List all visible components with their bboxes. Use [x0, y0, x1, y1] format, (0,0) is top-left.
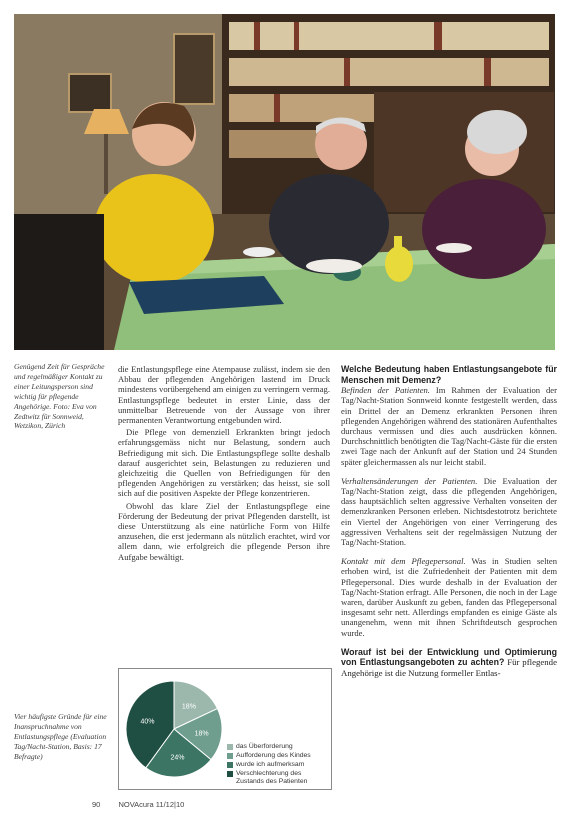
lead-in: Kontakt mit dem Pflegepersonal. — [341, 556, 466, 567]
legend-swatch — [227, 753, 233, 759]
lead-in: Verhaltensänderungen der Patienten. — [341, 475, 478, 486]
legend-label: Verschlechterung des Zustands des Patienten — [236, 770, 308, 785]
photo-caption: Genügend Zeit für Gespräche und regelmäßiger Kontakt zu einer Leitungsperson sind wichtig für pflegende Angehörige. Foto: Eva von Zedtwitz für Sonnweid, Wetzikon, Zürich — [14, 362, 105, 431]
journal-name: NOVAcura 11/12|10 — [118, 800, 185, 809]
legend-swatch — [227, 744, 233, 750]
paragraph: Die Pflege von demenziell Erkrankten bringt jedoch erfahrungsgemäss nicht nur Belastung, sondern auch Befriedigung mit sich. Die Entlastungspflege sollte deshalb darauf ausgerichtet sein, Belastungen zu reduzieren und gleichzeitig die Quellen von Befriedigungen für den pflegenden Angehörigen zu verstärken; das heisst, sie soll sich auf die positiven Aspekte der Pflege konzentrieren. — [118, 427, 330, 499]
paragraph: Verhaltensänderungen der Patienten. Die Evaluation der Tag/Nacht-Station zeigt, dass die pflegenden Angehörigen, dass hauptsächlich selten aggressive Verhalten vonseiten der demenzkranken Personen erleben. Nichtsdestotrotz berichtete ein Viertel der Angehörigen von einer Verringerung des aggressiven Verhaltens seit der regelmässigen Nutzung der Tag/Nacht-Station. — [341, 475, 557, 548]
paragraph: Obwohl das klare Ziel der Entlastungspflege eine Förderung der Bedeutung der privat Pflegenden darstellt, ist diese Unterstützung als eine natürliche Form von Hilfe anzusehen, die erst jedermann als nützlich erachtet, wird vor allem dann, wie erfolgreich die pflegende Person ihre Aufgabe bewältigt. — [118, 500, 330, 562]
lead-in: Befinden der Patienten. — [341, 385, 430, 396]
legend-swatch — [227, 762, 233, 768]
paragraph: Befinden der Patienten. Im Rahmen der Evaluation der Tag/Nacht-Station Sonnweid konnte festgestellt werden, dass ein Drittel der an Demenz erkrankten Personen ihren pflegenden Angehörigen während des stationären Aufenthaltes durchaus vermissen und dies auch ausdrücken können. Durchschnittlich benötigten die Tag/Nacht-Gäste für die ersten zwei Tage nach der Ankunft auf der Station und 24 Stunden später gleichermassen als nur leicht stabil. — [341, 385, 557, 467]
page-number: 90 — [92, 800, 101, 809]
slice-data-label: 18% — [194, 730, 209, 738]
pie-chart-box — [118, 668, 332, 790]
paragraph: die Entlastungspflege eine Atempause zulässt, indem sie den Abbau der pflegenden Angehörigen lastend im Druck mindestens vorübergehend am einigen zu verringern vermag. Entlastungspflege bedeutet in erster Linie, dass der unmittelbar Betreuende von der Aussage von ihrer permanenten Verantwortung entgebunden wird. — [118, 364, 330, 426]
article-photo — [14, 14, 555, 350]
text-column-left — [118, 364, 330, 562]
legend-label: das Überforderung — [236, 743, 293, 750]
slice-data-label: 40% — [140, 718, 155, 726]
slice-data-label: 18% — [181, 703, 196, 711]
text-column-right — [341, 364, 557, 679]
legend-swatch — [227, 771, 233, 777]
legend-label: wurde ich aufmerksam — [236, 761, 305, 768]
legend-entry — [227, 770, 331, 786]
legend-entry — [227, 752, 331, 760]
chart-legend — [227, 743, 331, 787]
paragraph: Kontakt mit dem Pflegepersonal. Was in Studien selten erhoben wird, ist die Zufriedenheit der Patienten mit dem Pflegepersonal. Dies wurde deshalb in der Evaluation der Tag/Nacht-Station erfragt. Alle Personen, die noch in der Lage waren, darüber Auskunft zu geben, fanden das Pflegepersonal insgesamt sehr nett. Allerdings empfanden es einige Gäste als unangenehm, wenn mit ihnen Schriftdeutsch gesprochen wurde. — [341, 556, 557, 638]
slice-data-label: 24% — [170, 754, 185, 762]
chart-caption: Vier häufigste Gründe für eine Inanspruchnahme von Entlastungspflege (Evaluation Tag/Nacht-Station, Basis: 17 Befragte) — [14, 712, 107, 761]
legend-label: Aufforderung des Kindes — [236, 752, 311, 759]
legend-entry — [227, 761, 331, 769]
legend-entry — [227, 743, 331, 751]
page-footer — [92, 800, 184, 809]
photo-illustration-icon — [14, 14, 555, 350]
section-heading: Welche Bedeutung haben Entlastungsangebote für Menschen mit Demenz? — [341, 364, 557, 385]
section-heading: Worauf ist bei der Entwicklung und Optimierung von Entlastungsangeboten zu achten? Für pflegende Angehörige ist die Nutzung formeller Entlas- — [341, 646, 557, 679]
pie-chart — [119, 670, 229, 788]
